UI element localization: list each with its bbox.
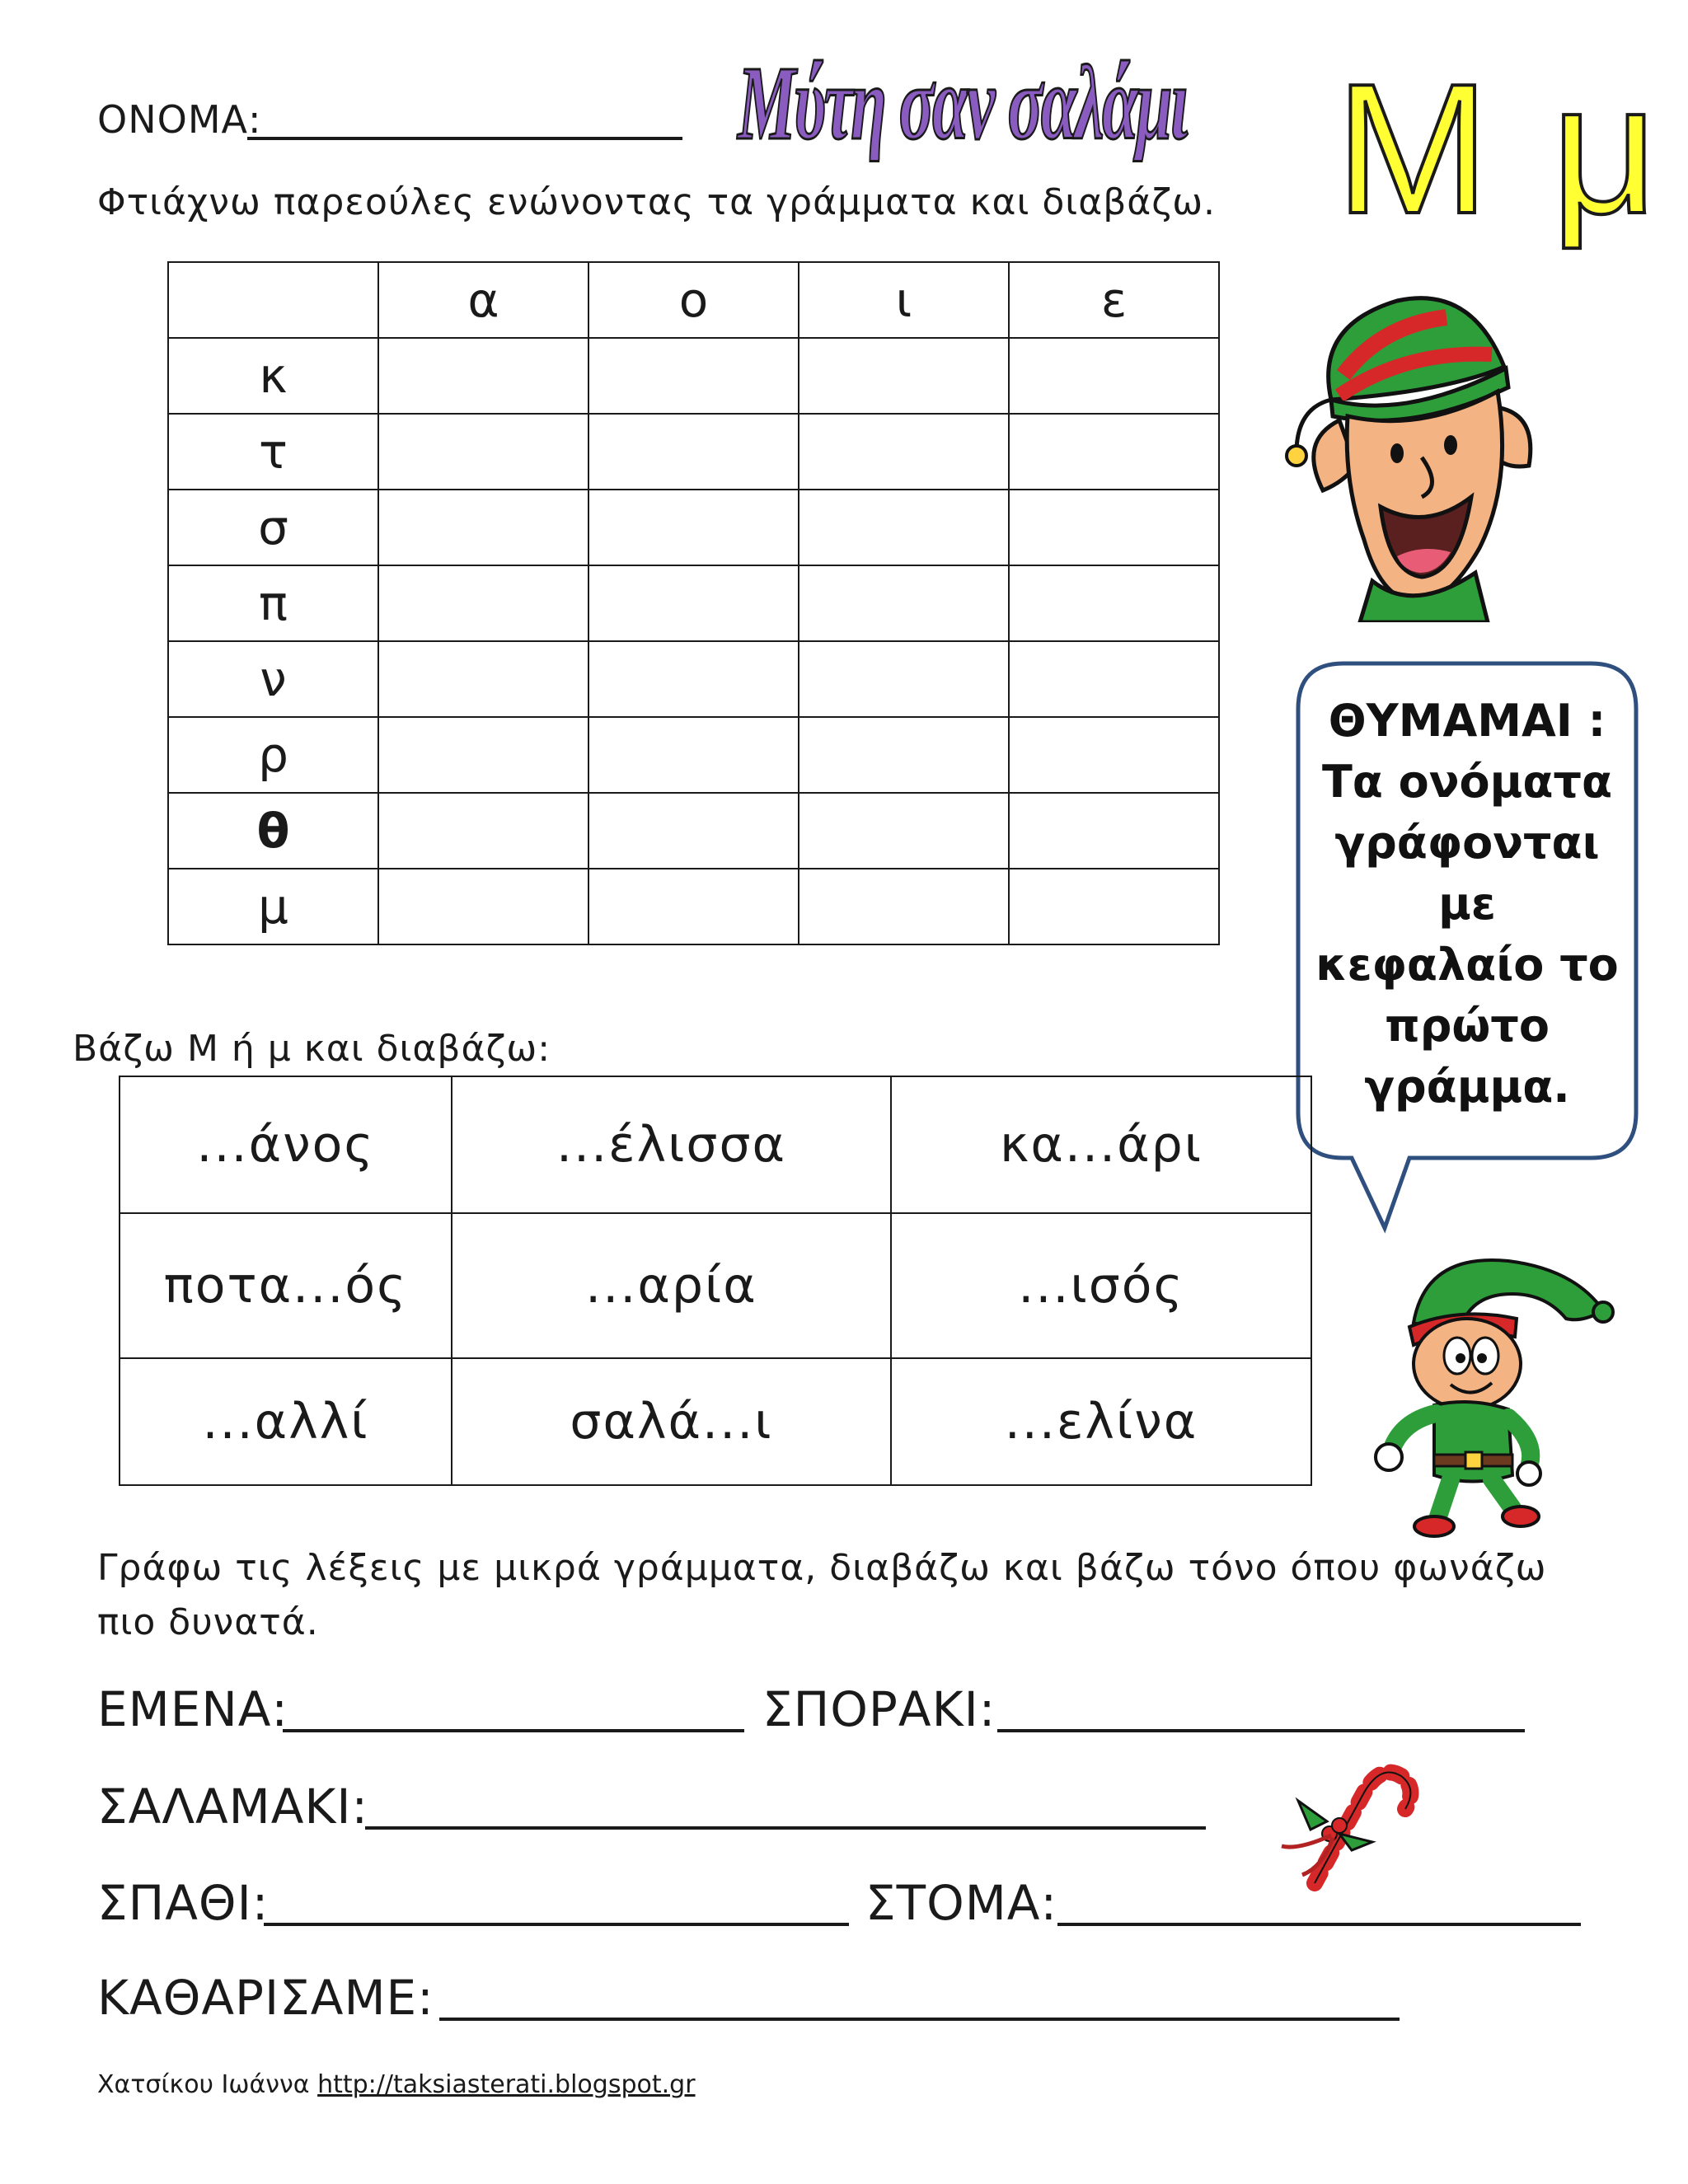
word-cell[interactable]: κα...άρι <box>891 1076 1311 1213</box>
consonant-label: σ <box>168 490 378 565</box>
footer-credit <box>97 2070 696 2099</box>
answer-line-salamaki[interactable] <box>365 1826 1206 1830</box>
vowel-header: ε <box>1009 262 1219 338</box>
syllable-cell[interactable] <box>588 490 799 565</box>
vowel-header: ο <box>588 262 799 338</box>
syllable-cell[interactable] <box>1009 869 1219 944</box>
word-cell[interactable]: ...αλλί <box>120 1358 452 1485</box>
table-row <box>168 414 1219 490</box>
candy-cane-icon <box>1265 1743 1422 1891</box>
word-label-stoma: ΣΤΟΜΑ: <box>865 1875 1057 1931</box>
answer-line-sporaki[interactable] <box>997 1729 1525 1732</box>
consonant-label: θ <box>168 793 378 869</box>
reminder-line: γράφονται <box>1334 817 1600 869</box>
syllable-cell[interactable] <box>588 641 799 717</box>
consonant-label: τ <box>168 414 378 490</box>
name-line[interactable] <box>247 137 682 140</box>
syllable-cell[interactable] <box>1009 565 1219 641</box>
reminder-line: Τα ονόματα <box>1321 756 1613 808</box>
walking-elf-illustration <box>1368 1244 1615 1541</box>
word-table <box>119 1076 1312 1486</box>
syllable-cell[interactable] <box>378 717 588 793</box>
table-row <box>120 1213 1311 1358</box>
table-header-row <box>168 262 1219 338</box>
syllable-cell[interactable] <box>378 414 588 490</box>
syllable-cell[interactable] <box>799 793 1009 869</box>
word-cell[interactable]: ποτα...ός <box>120 1213 452 1358</box>
syllable-instruction: Φτιάχνω παρεούλες ενώνοντας τα γράμματα και διαβάζω. <box>97 181 1217 223</box>
syllable-cell[interactable] <box>1009 641 1219 717</box>
word-cell[interactable]: ...αρία <box>452 1213 891 1358</box>
fill-instruction: Βάζω Μ ή μ και διαβάζω: <box>73 1028 551 1070</box>
syllable-cell[interactable] <box>1009 414 1219 490</box>
syllable-cell[interactable] <box>588 869 799 944</box>
word-label-salamaki: ΣΑΛΑΜΑΚΙ: <box>97 1779 369 1835</box>
word-label-spathi: ΣΠΑΘΙ: <box>97 1875 270 1931</box>
table-row <box>168 641 1219 717</box>
consonant-label: ν <box>168 641 378 717</box>
syllable-cell[interactable] <box>799 414 1009 490</box>
syllable-cell[interactable] <box>588 414 799 490</box>
footer-link[interactable]: http://taksiasterati.blogspot.gr <box>317 2070 696 2099</box>
answer-line-spathi[interactable] <box>264 1923 849 1926</box>
letter-heading: Μ μ <box>1335 45 1663 252</box>
word-cell[interactable]: ...έλισσα <box>452 1076 891 1213</box>
syllable-cell[interactable] <box>1009 793 1219 869</box>
corner-cell <box>168 262 378 338</box>
syllable-cell[interactable] <box>378 793 588 869</box>
syllable-cell[interactable] <box>378 565 588 641</box>
worksheet-title: Μύτη σαν σαλάμι <box>738 45 1187 162</box>
syllable-cell[interactable] <box>588 338 799 414</box>
reminder-line: κεφαλαίο το <box>1315 939 1619 991</box>
syllable-cell[interactable] <box>378 490 588 565</box>
consonant-label: κ <box>168 338 378 414</box>
syllable-cell[interactable] <box>378 641 588 717</box>
answer-line-katharisame[interactable] <box>439 2018 1400 2021</box>
syllable-cell[interactable] <box>799 717 1009 793</box>
word-label-emena: ΕΜΕΝΑ: <box>97 1681 288 1737</box>
syllable-cell[interactable] <box>588 793 799 869</box>
syllable-cell[interactable] <box>1009 490 1219 565</box>
table-row <box>168 717 1219 793</box>
syllable-cell[interactable] <box>799 641 1009 717</box>
table-row <box>120 1358 1311 1485</box>
syllable-cell[interactable] <box>1009 338 1219 414</box>
syllable-table <box>167 261 1220 945</box>
syllable-cell[interactable] <box>378 338 588 414</box>
name-label: ΟΝΟΜΑ: <box>97 97 262 142</box>
write-instruction: Γράφω τις λέξεις με μικρά γράμματα, διαβάζω και βάζω τόνο όπου φωνάζω πιο δυνατά. <box>97 1547 1547 1643</box>
table-row <box>168 338 1219 414</box>
syllable-cell[interactable] <box>799 338 1009 414</box>
word-label-sporaki: ΣΠΟΡΑΚΙ: <box>762 1681 996 1737</box>
answer-line-stoma[interactable] <box>1057 1923 1581 1926</box>
vowel-header: ι <box>799 262 1009 338</box>
table-row <box>168 793 1219 869</box>
syllable-cell[interactable] <box>799 490 1009 565</box>
table-row <box>168 490 1219 565</box>
word-cell[interactable]: ...ισός <box>891 1213 1311 1358</box>
consonant-label: ρ <box>168 717 378 793</box>
reminder-line: με <box>1438 878 1496 930</box>
reminder-text <box>1306 691 1628 1118</box>
vowel-header: α <box>378 262 588 338</box>
syllable-cell[interactable] <box>588 717 799 793</box>
word-label-katharisame: ΚΑΘΑΡΙΣΑΜΕ: <box>97 1970 434 2026</box>
syllable-cell[interactable] <box>378 869 588 944</box>
reminder-heading: ΘΥΜΑΜΑΙ : <box>1328 695 1606 747</box>
syllable-cell[interactable] <box>799 869 1009 944</box>
word-cell[interactable]: ...άνος <box>120 1076 452 1213</box>
word-cell[interactable]: σαλά...ι <box>452 1358 891 1485</box>
syllable-cell[interactable] <box>588 565 799 641</box>
footer-author: Χατσίκου Ιωάννα <box>97 2070 310 2099</box>
consonant-label: μ <box>168 869 378 944</box>
reminder-line: πρώτο <box>1385 1000 1550 1052</box>
table-row <box>120 1076 1311 1213</box>
answer-line-emena[interactable] <box>283 1729 744 1732</box>
table-row <box>168 565 1219 641</box>
reminder-line: γράμμα. <box>1364 1061 1570 1113</box>
syllable-cell[interactable] <box>1009 717 1219 793</box>
table-row <box>168 869 1219 944</box>
word-cell[interactable]: ...ελίνα <box>891 1358 1311 1485</box>
consonant-label: π <box>168 565 378 641</box>
elf-head-illustration <box>1282 276 1545 622</box>
syllable-cell[interactable] <box>799 565 1009 641</box>
